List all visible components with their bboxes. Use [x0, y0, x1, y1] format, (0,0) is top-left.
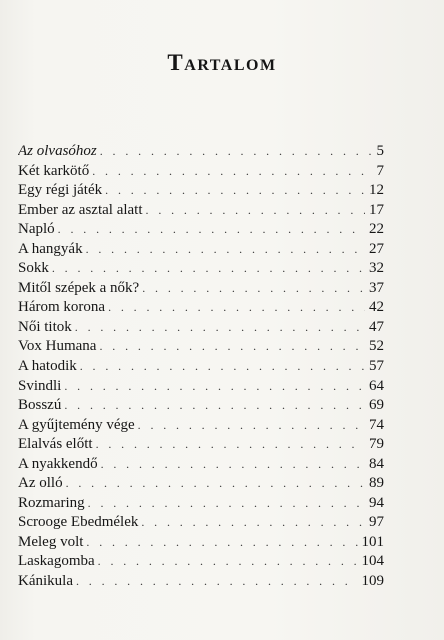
- dot-leader: [101, 457, 365, 472]
- toc-entry: [18, 397, 384, 417]
- dot-leader: [86, 535, 357, 550]
- page-title: Tartalom: [167, 50, 277, 75]
- toc-entry: [18, 221, 384, 241]
- dot-leader: [146, 203, 365, 218]
- toc-entry-page-number: 32: [369, 260, 384, 277]
- toc-entry-page-number: 104: [361, 553, 384, 570]
- toc-entry-title: Laskagomba: [18, 553, 95, 570]
- dot-leader: [99, 339, 365, 354]
- toc-entry-title: Három korona: [18, 299, 106, 316]
- dot-leader: [141, 515, 365, 530]
- toc-entry: [18, 182, 384, 202]
- toc-entry: [18, 514, 384, 534]
- dot-leader: [75, 320, 365, 335]
- toc-entry-page-number: 109: [361, 573, 384, 590]
- toc-entry-page-number: 22: [369, 221, 384, 238]
- dot-leader: [96, 437, 365, 452]
- toc-entry-page-number: 5: [376, 143, 384, 159]
- dot-leader: [80, 359, 365, 374]
- toc-entry-page-number: 79: [369, 436, 384, 453]
- toc-entry-title: Napló: [18, 221, 55, 238]
- toc-entry-title: A nyakkendő: [18, 455, 98, 472]
- toc-entry-title: Egy régi játék: [18, 182, 103, 199]
- toc-entry: [18, 553, 384, 573]
- dot-leader: [76, 574, 358, 589]
- dot-leader: [86, 242, 365, 257]
- toc-entry: [18, 299, 384, 319]
- toc-entry-page-number: 69: [369, 397, 384, 414]
- toc-entry: [18, 475, 384, 495]
- dot-leader: [100, 144, 373, 159]
- toc-entry: [18, 378, 384, 398]
- toc-entry-page-number: 42: [369, 299, 384, 316]
- dot-leader: [108, 300, 365, 315]
- toc-entry-page-number: 97: [369, 514, 384, 531]
- toc-entry-page-number: 94: [369, 494, 384, 511]
- toc-entry: [18, 417, 384, 437]
- toc-entry-page-number: 57: [369, 358, 384, 375]
- toc-entry-page-number: 47: [369, 318, 384, 335]
- toc-entry-title: A hangyák: [18, 240, 83, 257]
- toc-entry-page-number: 74: [369, 416, 384, 433]
- toc-entry-title: Elalvás előtt: [18, 436, 93, 453]
- toc-entry: [18, 456, 384, 476]
- toc-entry-title: Rozmaring: [18, 494, 85, 511]
- toc-entry-title: Két karkötő: [18, 162, 90, 179]
- dot-leader: [64, 398, 365, 413]
- toc-entry: [18, 163, 384, 183]
- toc-entry-page-number: 17: [369, 201, 384, 218]
- toc-entry-title: Mitől szépek a nők?: [18, 279, 140, 296]
- toc-entry-title: Az olvasóhoz: [18, 143, 97, 159]
- dot-leader: [105, 183, 365, 198]
- toc-entry-title: Sokk: [18, 260, 49, 277]
- toc-entry: [18, 143, 384, 163]
- table-of-contents: [18, 143, 384, 593]
- toc-entry-page-number: 89: [369, 475, 384, 492]
- toc-entry-title: Svindli: [18, 377, 62, 394]
- toc-entry-page-number: 27: [369, 240, 384, 257]
- dot-leader: [64, 379, 365, 394]
- dot-leader: [98, 554, 358, 569]
- toc-entry: [18, 436, 384, 456]
- dot-leader: [138, 418, 365, 433]
- toc-entry-title: Scrooge Ebedmélek: [18, 514, 139, 531]
- toc-entry: [18, 260, 384, 280]
- toc-entry-page-number: 7: [376, 162, 384, 179]
- toc-entry: [18, 358, 384, 378]
- toc-entry: [18, 241, 384, 261]
- toc-entry-page-number: 52: [369, 338, 384, 355]
- dot-leader: [52, 261, 365, 276]
- toc-entry-page-number: 64: [369, 377, 384, 394]
- toc-entry-title: Kánikula: [18, 573, 73, 590]
- toc-entry: [18, 573, 384, 593]
- dot-leader: [92, 164, 372, 179]
- dot-leader: [88, 496, 365, 511]
- toc-entry: [18, 202, 384, 222]
- toc-entry-title: Bosszú: [18, 397, 62, 414]
- toc-entry: [18, 534, 384, 554]
- toc-entry: [18, 338, 384, 358]
- toc-entry-page-number: 101: [361, 533, 384, 550]
- toc-entry-title: Vox Humana: [18, 338, 97, 355]
- dot-leader: [142, 281, 365, 296]
- toc-entry-title: Női titok: [18, 318, 72, 335]
- dot-leader: [66, 476, 365, 491]
- toc-entry-page-number: 12: [369, 182, 384, 199]
- toc-entry-title: Meleg volt: [18, 533, 84, 550]
- toc-entry: [18, 495, 384, 515]
- toc-entry-title: A gyűjtemény vége: [18, 416, 135, 433]
- toc-entry: [18, 280, 384, 300]
- toc-entry-title: A hatodik: [18, 358, 77, 375]
- dot-leader: [58, 222, 365, 237]
- toc-entry-page-number: 84: [369, 455, 384, 472]
- toc-entry-title: Az olló: [18, 475, 63, 492]
- toc-entry-page-number: 37: [369, 279, 384, 296]
- toc-entry-title: Ember az asztal alatt: [18, 201, 143, 218]
- toc-entry: [18, 319, 384, 339]
